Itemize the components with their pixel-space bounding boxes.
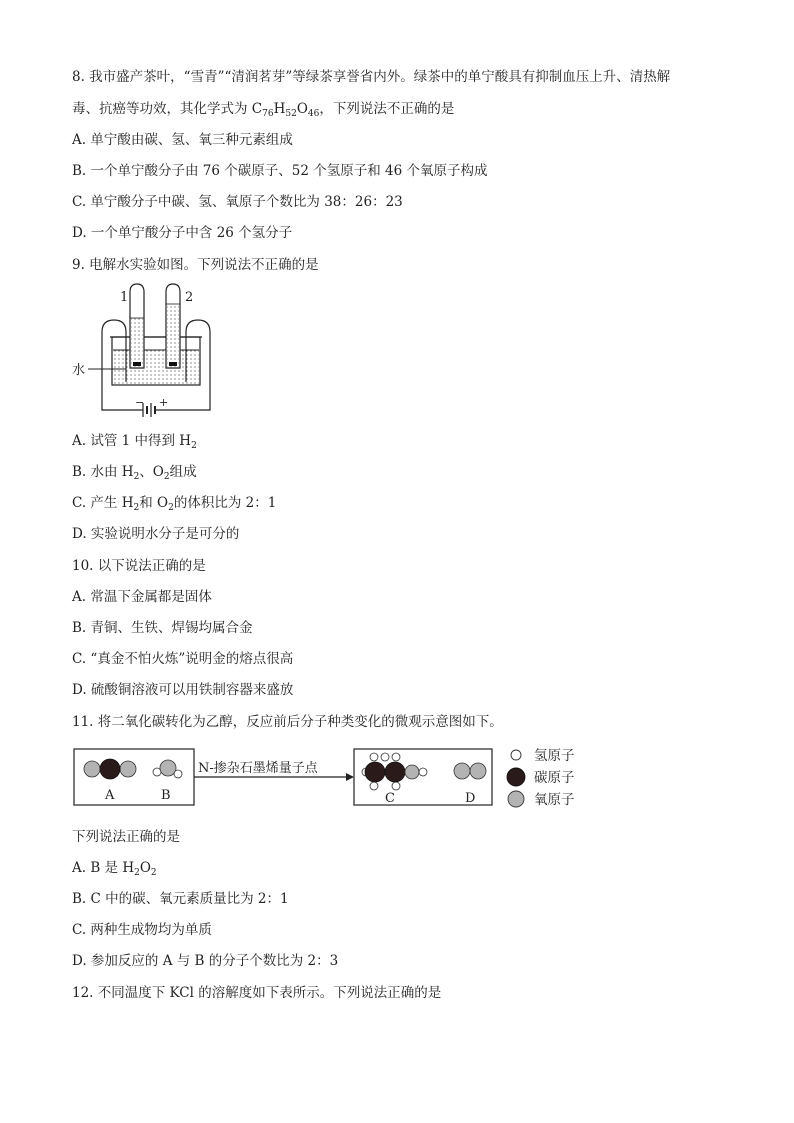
carbon-atom xyxy=(365,762,385,782)
battery-minus-label: − xyxy=(135,396,145,409)
hydrogen-atom xyxy=(381,753,389,761)
legend-hydrogen-label: 氢原子 xyxy=(534,748,575,764)
q9-option-b: B. 水由 $H_2$、$O_2$组成 xyxy=(72,464,197,482)
q8-stem-line2: 毒、抗癌等功效，其化学式为 $C_{76}H_{52}O_{46}$，下列说法不正确的是 xyxy=(72,101,455,119)
q10-option-d: D. 硫酸铜溶液可以用铁制容器来盛放 xyxy=(72,682,294,698)
tube-2-label: 2 xyxy=(185,290,194,305)
legend-carbon-icon xyxy=(507,768,525,786)
oxygen-atom xyxy=(84,761,100,777)
carbon-atom xyxy=(385,762,405,782)
hydrogen-atom xyxy=(370,753,378,761)
electrolysis-apparatus-figure xyxy=(66,282,226,418)
q11-option-c: C. 两种生成物均为单质 xyxy=(72,922,212,938)
q9-option-d: D. 实验说明水分子是可分的 xyxy=(72,526,240,542)
q12-stem: 12. 不同温度下 KCl 的溶解度如下表所示。下列说法正确的是 xyxy=(72,985,442,1001)
legend-hydrogen-icon xyxy=(511,750,521,760)
q8-option-c: C. 单宁酸分子中碳、氢、氧原子个数比为 38：26：23 xyxy=(72,194,403,210)
molecule-b-label: B xyxy=(161,788,171,803)
q9-stem: 9. 电解水实验如图。下列说法不正确的是 xyxy=(72,257,319,273)
legend-oxygen-icon xyxy=(508,791,524,807)
oxygen-atom xyxy=(120,761,136,777)
oxygen-atom xyxy=(160,760,176,776)
legend-oxygen-label: 氧原子 xyxy=(534,792,575,808)
battery-plus-label: + xyxy=(159,396,169,409)
reaction-condition-label: N-掺杂石墨烯量子点 xyxy=(198,761,318,776)
q8-option-d: D. 一个单宁酸分子中含 26 个氢分子 xyxy=(72,225,293,241)
molecule-d-label: D xyxy=(465,791,476,806)
carbon-atom xyxy=(100,759,120,779)
q11-option-d: D. 参加反应的 A 与 B 的分子个数比为 2：3 xyxy=(72,953,339,969)
hydrogen-atom xyxy=(370,782,378,790)
q10-option-c: C. “真金不怕火炼”说明金的熔点很高 xyxy=(72,651,294,667)
q10-option-a: A. 常温下金属都是固体 xyxy=(72,589,212,605)
q9-option-c: C. 产生 $H_2$和 $O_2$的体积比为 2：1 xyxy=(72,495,277,513)
hydrogen-atom xyxy=(174,770,182,778)
q8-stem-line1: 8. 我市盛产茶叶，“雪青”“清润茗芽”等绿茶享誉省内外。绿茶中的单宁酸具有抑制血压上升、清热解 xyxy=(72,69,671,85)
oxygen-atom xyxy=(454,763,470,779)
molecule-a-label: A xyxy=(105,788,115,803)
q11-stem: 11. 将二氧化碳转化为乙醇，反应前后分子种类变化的微观示意图如下。 xyxy=(72,714,503,730)
q11-after-figure: 下列说法正确的是 xyxy=(72,829,180,845)
q8-option-b: B. 一个单宁酸分子由 76 个碳原子、52 个氢原子和 46 个氧原子构成 xyxy=(72,163,488,179)
legend-carbon-label: 碳原子 xyxy=(534,770,575,786)
molecule-c-label: C xyxy=(385,791,395,806)
hydrogen-atom xyxy=(419,768,427,776)
q8-option-a: A. 单宁酸由碳、氢、氧三种元素组成 xyxy=(72,132,293,148)
q9-option-a: A. 试管 1 中得到 $H_2$ xyxy=(72,433,197,451)
q11-option-b: B. C 中的碳、氧元素质量比为 2：1 xyxy=(72,891,289,907)
q10-stem: 10. 以下说法正确的是 xyxy=(72,558,206,574)
hydrogen-atom xyxy=(392,753,400,761)
molecular-reaction-figure xyxy=(72,742,592,810)
oxygen-atom xyxy=(470,763,486,779)
oxygen-atom xyxy=(405,765,419,779)
tube-1-label: 1 xyxy=(120,290,129,305)
q10-option-b: B. 青铜、生铁、焊锡均属合金 xyxy=(72,620,253,636)
hydrogen-atom xyxy=(392,782,400,790)
q11-option-a: A. B 是 $H_2O_2$ xyxy=(72,860,157,878)
water-label: 水 xyxy=(72,363,86,378)
